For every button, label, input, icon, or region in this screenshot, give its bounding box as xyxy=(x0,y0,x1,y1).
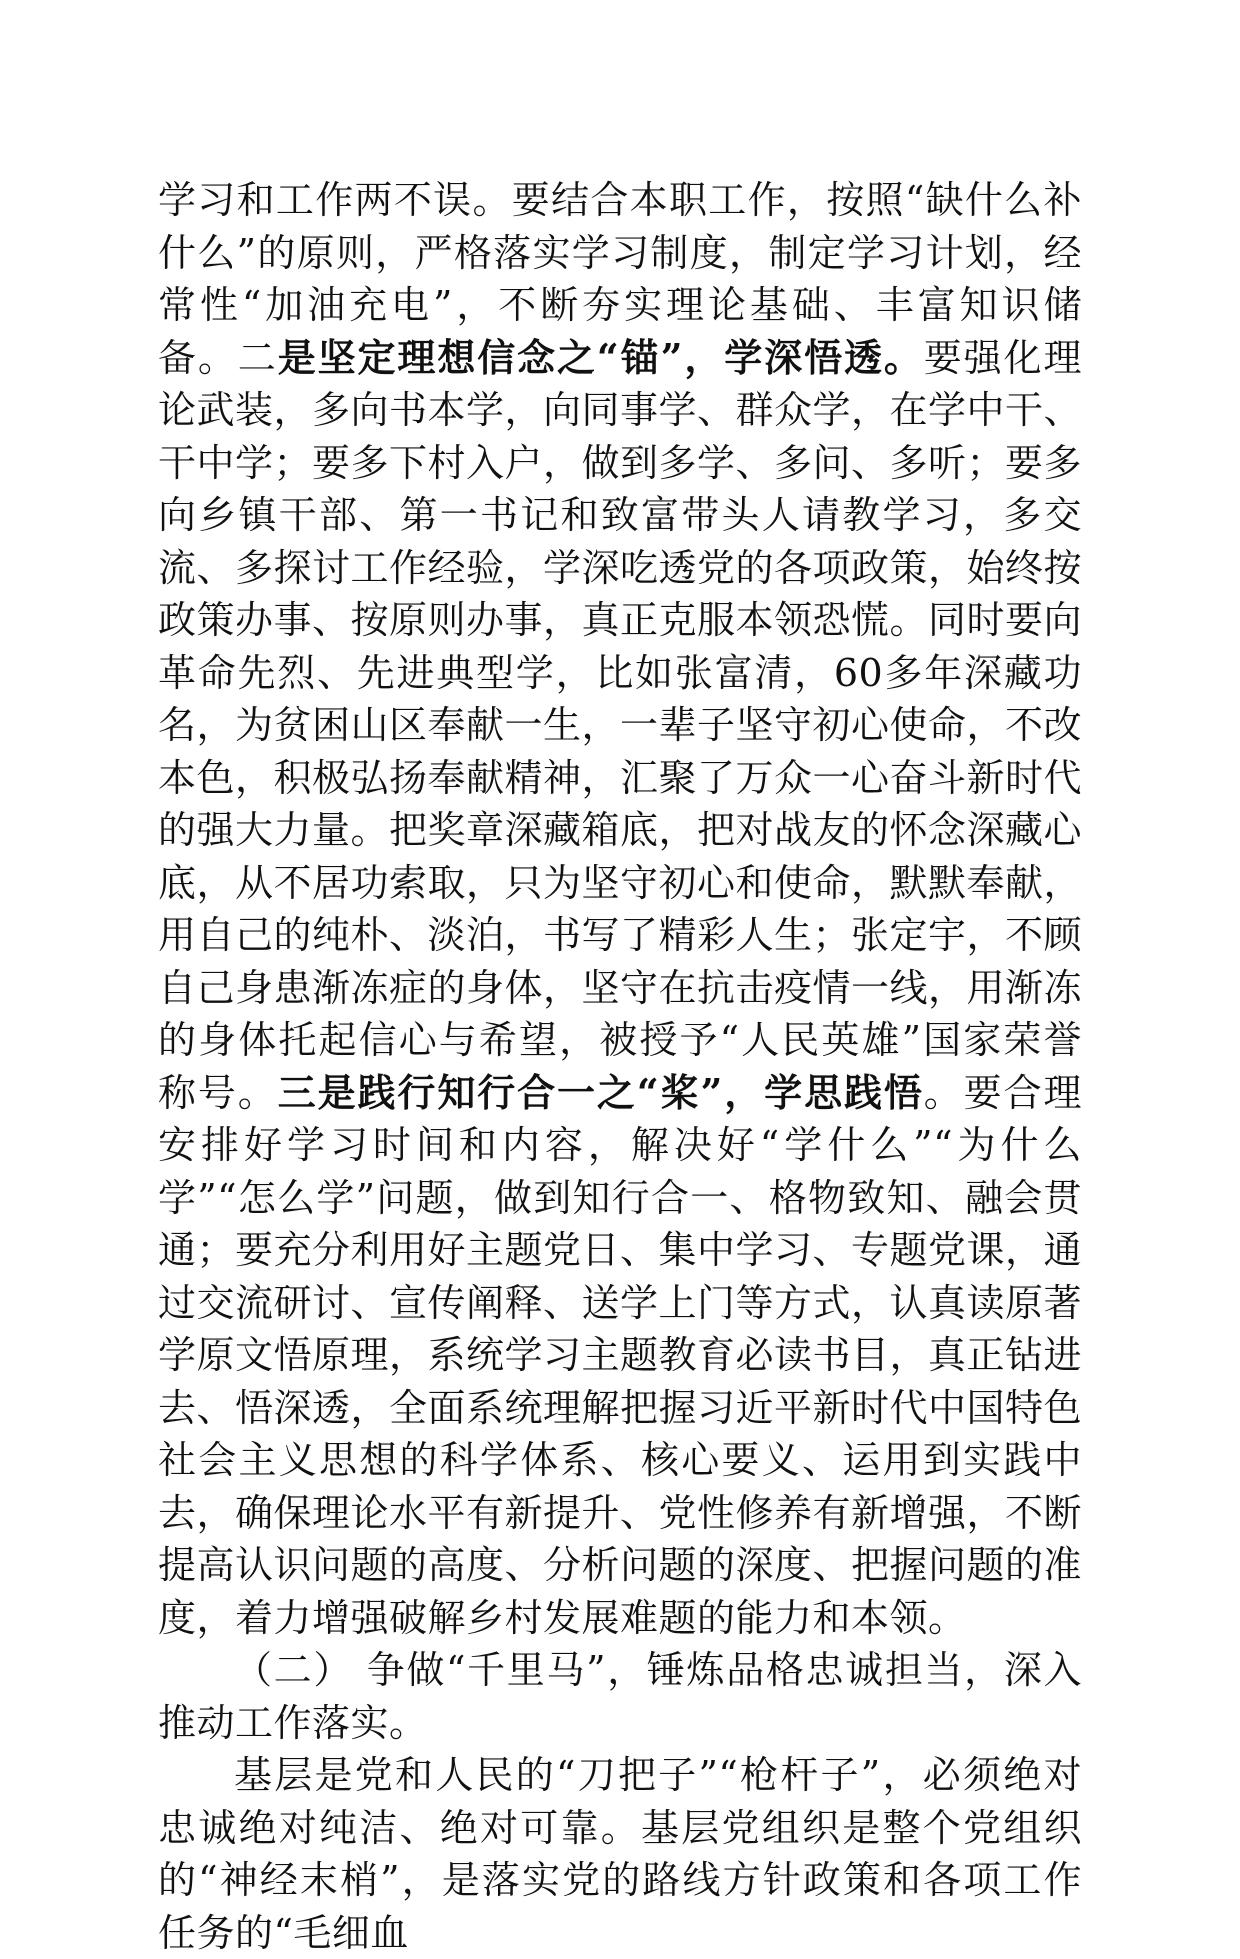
paragraph-1-text-b: 要强化理论武装，多向书本学，向同事学、群众学，在学中干、干中学；要多下村入户，做到多学、多问、多听；要多向乡镇干部、第一书记和致富带头人请教学习，多交流、多探讨工作经验，学深吃透党的各项政策，始终按政策办事、按原则办事，真正克服本领恐慌。同时要向革命先烈、先进典型学，比如张富清，60多年深藏功名，为贫困山区奉献一生，一辈子坚守初心使命，不改本色，积极弘扬奉献精神，汇聚了万众一心奋斗新时代的强大力量。把奖章深藏箱底，把对战友的怀念深藏心底，从不居功索取，只为坚守初心和使命，默默奉献，用自己的纯朴、淡泊，书写了精彩人生；张定宇，不顾自己身患渐冻症的身体，坚守在抗击疫情一线，用渐冻的身体托起信心与希望，被授予“人民英雄”国家荣誉称号。 xyxy=(158,335,1083,1115)
body-paragraph-1 xyxy=(158,174,1082,1644)
section-heading: （二） 争做“千里马”，锤炼品格忠诚担当，深入推动工作落实。 xyxy=(158,1648,1082,1745)
body-paragraph-2: 基层是党和人民的“刀把子”“枪杆子”，必须绝对忠诚绝对纯洁、绝对可靠。基层党组织是整个党组织的“神经末梢”，是落实党的路线方针政策和各项工作任务的“毛细血 xyxy=(158,1753,1082,1955)
paragraph-1-text-a: 学习和工作两不误。要结合本职工作，按照“缺什么补什么”的原则，严格落实学习制度，制定学习计划，经常性“加油充电”，不断夯实理论基础、丰富知识储备。二 xyxy=(158,178,1082,380)
bold-point-2: 是坚定理想信念之“锚”，学深悟透。 xyxy=(277,334,924,380)
paragraph-1-text-c: 。要合理安排好学习时间和内容，解决好“学什么”“为什么学”“怎么学”问题，做到知行合一、格物致知、融会贯通；要充分利用好主题党日、集中学习、专题党课，通过交流研讨、宣传阐释、送学上门等方式，认真读原著学原文悟原理，系统学习主题教育必读书目，真正钻进去、悟深透，全面系统理解把握习近平新时代中国特色社会主义思想的科学体系、核心要义、运用到实践中去，确保理论水平有新提升、党性修养有新增强，不断提高认识问题的高度、分析问题的深度、把握问题的准度，着力增强破解乡村发展难题的能力和本领。 xyxy=(158,1070,1083,1640)
bold-point-3: 三是践行知行合一之“桨”，学思践悟 xyxy=(277,1069,924,1115)
